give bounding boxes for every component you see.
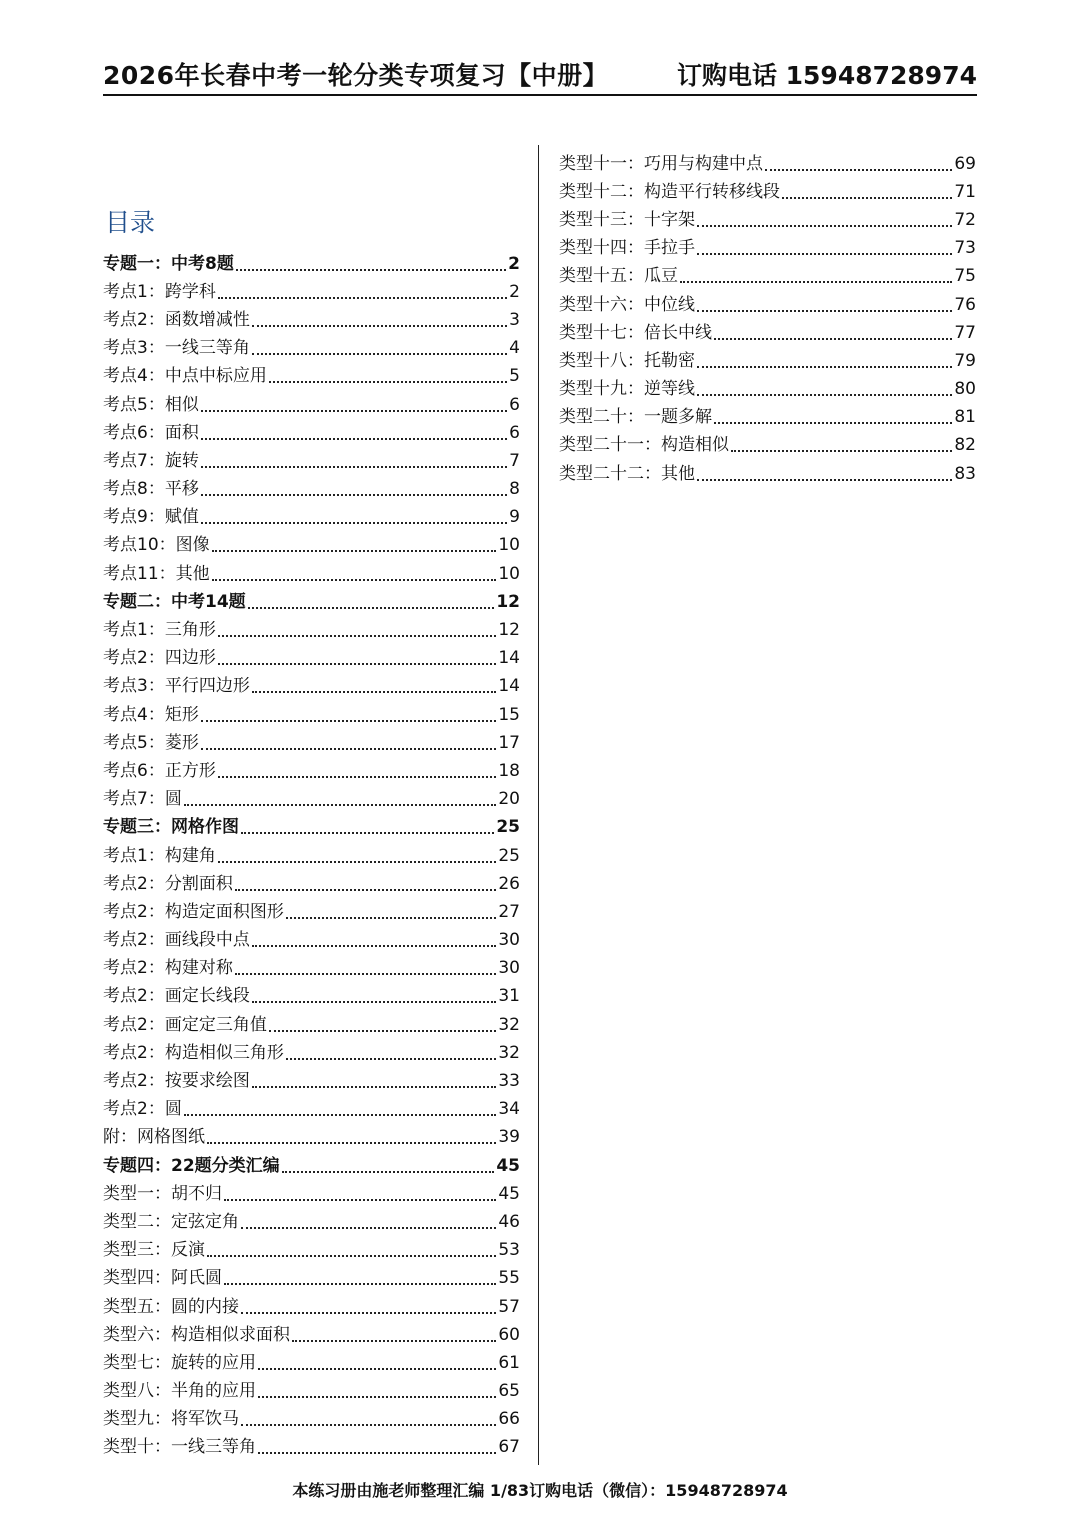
toc-entry-title: 考点2：四边形 (103, 648, 216, 669)
toc-entry[interactable] (103, 645, 520, 673)
toc-entry-page: 80 (954, 379, 976, 400)
toc-leader-dots (282, 1170, 495, 1173)
toc-leader-dots (258, 1395, 496, 1398)
toc-entry-title: 考点3：平行四边形 (103, 676, 250, 697)
toc-entry-title: 考点5：菱形 (103, 732, 199, 753)
toc-leader-dots (241, 1423, 496, 1426)
toc-entry-page: 32 (498, 1042, 520, 1063)
toc-entry-title: 考点2：构建对称 (103, 958, 233, 979)
toc-entry-page: 10 (498, 535, 520, 556)
toc-leader-dots (697, 365, 952, 368)
toc-entry-title: 类型十一：巧用与构建中点 (559, 153, 763, 174)
toc-leader-dots (201, 747, 497, 750)
toc-entry-page: 6 (509, 394, 520, 415)
toc-entry[interactable] (103, 955, 520, 983)
toc-entry[interactable] (559, 150, 976, 178)
toc-entry[interactable] (103, 1265, 520, 1293)
toc-entry-title: 考点6：正方形 (103, 760, 216, 781)
toc-leader-dots (714, 337, 952, 340)
toc-entry-page: 73 (954, 238, 976, 259)
toc-entry-page: 18 (498, 760, 520, 781)
toc-leader-dots (207, 1254, 496, 1257)
toc-entry-page: 14 (498, 648, 520, 669)
toc-entry[interactable] (103, 898, 520, 926)
toc-entry[interactable] (103, 476, 520, 504)
toc-leader-dots (680, 280, 952, 283)
toc-leader-dots (765, 168, 952, 171)
toc-leader-dots (218, 634, 497, 637)
toc-entry-page: 12 (498, 620, 520, 641)
toc-entry-page: 34 (498, 1099, 520, 1120)
header-title: 2026年长春中考一轮分类专项复习【中册】 (103, 61, 609, 90)
toc-entry-title: 类型一：胡不归 (103, 1183, 222, 1204)
toc-section-entry[interactable] (103, 1152, 520, 1180)
toc-entry-title: 类型二十一：构造相似 (559, 435, 729, 456)
toc-leader-dots (286, 916, 497, 919)
toc-entry-title: 类型十六：中位线 (559, 294, 695, 315)
toc-entry-title: 考点1：三角形 (103, 620, 216, 641)
toc-leader-dots (218, 296, 507, 299)
toc-leader-dots (252, 1085, 497, 1088)
toc-entry-title: 考点2：画定定三角值 (103, 1014, 267, 1035)
toc-right-column (559, 150, 976, 488)
toc-entry[interactable] (103, 1039, 520, 1067)
toc-leader-dots (224, 1198, 496, 1201)
toc-entry-page: 31 (498, 986, 520, 1007)
toc-left-column (103, 250, 520, 1462)
toc-entry-title: 类型四：阿氏圆 (103, 1268, 222, 1289)
toc-entry-title: 附：网格图纸 (103, 1127, 205, 1148)
toc-entry-page: 12 (496, 591, 520, 612)
toc-entry[interactable] (103, 335, 520, 363)
toc-entry-page: 5 (509, 366, 520, 387)
toc-entry-title: 类型二：定弦定角 (103, 1211, 239, 1232)
toc-entry[interactable] (559, 291, 976, 319)
toc-leader-dots (201, 521, 507, 524)
toc-entry-page: 60 (498, 1324, 520, 1345)
toc-entry-title: 考点1：构建角 (103, 845, 216, 866)
toc-entry-title: 考点2：函数增减性 (103, 309, 250, 330)
toc-entry-page: 6 (509, 422, 520, 443)
toc-entry-title: 考点2：画线段中点 (103, 930, 250, 951)
toc-leader-dots (252, 324, 507, 327)
toc-entry[interactable] (559, 460, 976, 488)
toc-entry-page: 45 (496, 1155, 520, 1176)
toc-entry[interactable] (103, 447, 520, 475)
toc-leader-dots (697, 478, 952, 481)
toc-entry-page: 53 (498, 1240, 520, 1261)
toc-entry[interactable] (103, 419, 520, 447)
toc-leader-dots (218, 775, 497, 778)
toc-entry-page: 71 (954, 181, 976, 202)
toc-leader-dots (697, 252, 952, 255)
header-phone: 订购电话 15948728974 (676, 61, 977, 90)
toc-entry[interactable] (559, 263, 976, 291)
toc-entry[interactable] (103, 1208, 520, 1236)
toc-entry[interactable] (103, 1434, 520, 1462)
toc-entry-title: 考点10：图像 (103, 535, 210, 556)
toc-entry-title: 考点2：按要求绘图 (103, 1071, 250, 1092)
toc-entry[interactable] (103, 1011, 520, 1039)
toc-entry-title: 类型三：反演 (103, 1240, 205, 1261)
toc-entry-page: 7 (509, 450, 520, 471)
toc-entry-title: 考点11：其他 (103, 563, 210, 584)
toc-entry[interactable] (103, 1237, 520, 1265)
toc-entry[interactable] (103, 842, 520, 870)
toc-entry-page: 20 (498, 789, 520, 810)
page-footer: 本练习册由施老师整理汇编 1/83订购电话（微信）：15948728974 (292, 1481, 788, 1500)
toc-entry-title: 考点2：构造相似三角形 (103, 1042, 284, 1063)
toc-entry-title: 专题三：网格作图 (103, 817, 239, 838)
toc-entry[interactable] (103, 1096, 520, 1124)
toc-entry-page: 81 (954, 407, 976, 428)
toc-heading: 目录 (105, 208, 156, 237)
toc-entry[interactable] (559, 206, 976, 234)
toc-entry-title: 类型十五：瓜豆 (559, 266, 678, 287)
toc-leader-dots (782, 196, 952, 199)
toc-section-entry[interactable] (103, 814, 520, 842)
toc-entry-page: 46 (498, 1211, 520, 1232)
toc-entry-title: 类型十八：托勒密 (559, 350, 695, 371)
toc-entry-title: 类型二十二：其他 (559, 463, 695, 484)
toc-entry[interactable] (103, 1293, 520, 1321)
toc-entry[interactable] (559, 178, 976, 206)
toc-leader-dots (212, 578, 497, 581)
toc-leader-dots (258, 1367, 496, 1370)
toc-entry[interactable] (103, 306, 520, 334)
page-header (103, 52, 977, 96)
toc-leader-dots (184, 803, 497, 806)
toc-entry-page: 15 (498, 704, 520, 725)
toc-entry-title: 类型七：旋转的应用 (103, 1352, 256, 1373)
toc-entry[interactable] (103, 729, 520, 757)
toc-leader-dots (212, 549, 497, 552)
toc-entry-page: 26 (498, 873, 520, 894)
toc-entry[interactable] (559, 404, 976, 432)
toc-leader-dots (224, 1282, 496, 1285)
toc-entry-page: 10 (498, 563, 520, 584)
toc-leader-dots (269, 1029, 497, 1032)
toc-entry-page: 76 (954, 294, 976, 315)
toc-entry-page: 67 (498, 1437, 520, 1458)
toc-leader-dots (252, 1000, 497, 1003)
toc-entry-title: 类型十二：构造平行转移线段 (559, 181, 780, 202)
toc-entry-title: 考点2：构造定面积图形 (103, 901, 284, 922)
toc-entry-title: 考点4：矩形 (103, 704, 199, 725)
toc-leader-dots (286, 1057, 497, 1060)
toc-entry-title: 类型九：将军饮马 (103, 1409, 239, 1430)
toc-entry[interactable] (103, 870, 520, 898)
toc-entry[interactable] (103, 927, 520, 955)
toc-entry-page: 33 (498, 1071, 520, 1092)
toc-entry-page: 66 (498, 1409, 520, 1430)
toc-leader-dots (218, 860, 497, 863)
toc-leader-dots (207, 1141, 496, 1144)
toc-section-entry[interactable] (103, 250, 520, 278)
toc-entry[interactable] (103, 278, 520, 306)
toc-entry-page: 32 (498, 1014, 520, 1035)
toc-entry[interactable] (103, 983, 520, 1011)
toc-entry[interactable] (559, 235, 976, 263)
toc-leader-dots (201, 719, 497, 722)
toc-entry-page: 8 (509, 479, 520, 500)
toc-entry-page: 2 (509, 281, 520, 302)
column-divider (538, 145, 539, 1465)
toc-leader-dots (731, 449, 952, 452)
toc-entry-page: 3 (509, 309, 520, 330)
toc-entry[interactable] (559, 319, 976, 347)
toc-entry[interactable] (103, 786, 520, 814)
toc-entry-title: 类型十三：十字架 (559, 209, 695, 230)
toc-entry-page: 30 (498, 930, 520, 951)
toc-entry-title: 类型十九：逆等线 (559, 379, 695, 400)
toc-entry-page: 82 (954, 435, 976, 456)
toc-entry-title: 专题二：中考14题 (103, 591, 246, 612)
toc-leader-dots (697, 309, 952, 312)
toc-entry[interactable] (103, 560, 520, 588)
toc-entry-title: 类型六：构造相似求面积 (103, 1324, 290, 1345)
toc-entry-title: 考点9：赋值 (103, 507, 199, 528)
toc-leader-dots (241, 1311, 496, 1314)
toc-entry-page: 55 (498, 1268, 520, 1289)
toc-entry-page: 77 (954, 322, 976, 343)
toc-entry-title: 类型二十：一题多解 (559, 407, 712, 428)
toc-entry-page: 65 (498, 1381, 520, 1402)
toc-entry-page: 69 (954, 153, 976, 174)
toc-entry-page: 61 (498, 1352, 520, 1373)
toc-entry[interactable] (103, 363, 520, 391)
toc-entry-page: 14 (498, 676, 520, 697)
toc-entry[interactable] (559, 347, 976, 375)
toc-entry[interactable] (103, 532, 520, 560)
toc-leader-dots (236, 268, 506, 271)
toc-entry[interactable] (103, 504, 520, 532)
toc-leader-dots (252, 944, 497, 947)
toc-entry[interactable] (103, 1349, 520, 1377)
toc-entry-page: 17 (498, 732, 520, 753)
toc-entry-page: 9 (509, 507, 520, 528)
toc-entry-title: 考点2：圆 (103, 1099, 182, 1120)
toc-leader-dots (252, 690, 497, 693)
toc-entry-page: 27 (498, 901, 520, 922)
toc-entry-title: 类型八：半角的应用 (103, 1381, 256, 1402)
toc-entry-title: 考点5：相似 (103, 394, 199, 415)
toc-entry-title: 类型十：一线三等角 (103, 1437, 256, 1458)
toc-entry-title: 考点3：一线三等角 (103, 338, 250, 359)
toc-leader-dots (241, 1226, 496, 1229)
toc-entry-title: 考点7：旋转 (103, 450, 199, 471)
toc-entry-title: 专题一：中考8题 (103, 253, 234, 274)
toc-entry[interactable] (103, 757, 520, 785)
toc-entry[interactable] (103, 673, 520, 701)
toc-entry-title: 专题四：22题分类汇编 (103, 1155, 280, 1176)
toc-entry-page: 39 (498, 1127, 520, 1148)
toc-leader-dots (201, 437, 507, 440)
toc-entry[interactable] (103, 1124, 520, 1152)
toc-entry-page: 4 (509, 338, 520, 359)
toc-entry[interactable] (103, 616, 520, 644)
toc-entry-page: 25 (496, 817, 520, 838)
toc-entry-title: 考点7：圆 (103, 789, 182, 810)
toc-entry[interactable] (103, 391, 520, 419)
toc-leader-dots (697, 393, 952, 396)
toc-entry-page: 79 (954, 350, 976, 371)
toc-entry-title: 考点2：分割面积 (103, 873, 233, 894)
toc-entry[interactable] (103, 1378, 520, 1406)
toc-entry-page: 83 (954, 463, 976, 484)
toc-entry-title: 类型五：圆的内接 (103, 1296, 239, 1317)
toc-leader-dots (184, 1113, 497, 1116)
toc-entry-page: 72 (954, 209, 976, 230)
toc-entry-page: 45 (498, 1183, 520, 1204)
toc-entry-title: 考点4：中点中标应用 (103, 366, 267, 387)
toc-leader-dots (201, 465, 507, 468)
toc-entry[interactable] (559, 376, 976, 404)
toc-entry-page: 75 (954, 266, 976, 287)
toc-entry-title: 类型十七：倍长中线 (559, 322, 712, 343)
toc-entry-title: 考点6：面积 (103, 422, 199, 443)
toc-leader-dots (269, 380, 507, 383)
toc-entry[interactable] (103, 1067, 520, 1095)
toc-leader-dots (252, 352, 507, 355)
toc-entry[interactable] (559, 432, 976, 460)
toc-entry[interactable] (103, 1406, 520, 1434)
toc-leader-dots (714, 421, 952, 424)
toc-entry-title: 考点1：跨学科 (103, 281, 216, 302)
toc-leader-dots (218, 662, 497, 665)
toc-leader-dots (258, 1451, 496, 1454)
toc-entry-title: 考点8：平移 (103, 479, 199, 500)
toc-leader-dots (201, 493, 507, 496)
toc-section-entry[interactable] (103, 588, 520, 616)
toc-leader-dots (235, 972, 497, 975)
toc-entry-page: 2 (508, 253, 520, 274)
toc-leader-dots (248, 606, 495, 609)
toc-entry-title: 类型十四：手拉手 (559, 238, 695, 259)
toc-entry[interactable] (103, 701, 520, 729)
toc-entry-title: 考点2：画定长线段 (103, 986, 250, 1007)
toc-leader-dots (697, 224, 952, 227)
toc-entry-page: 57 (498, 1296, 520, 1317)
toc-entry[interactable] (103, 1180, 520, 1208)
toc-leader-dots (201, 409, 507, 412)
toc-entry[interactable] (103, 1321, 520, 1349)
toc-leader-dots (292, 1339, 496, 1342)
toc-entry-page: 30 (498, 958, 520, 979)
toc-leader-dots (235, 888, 497, 891)
toc-leader-dots (241, 831, 494, 834)
toc-entry-page: 25 (498, 845, 520, 866)
